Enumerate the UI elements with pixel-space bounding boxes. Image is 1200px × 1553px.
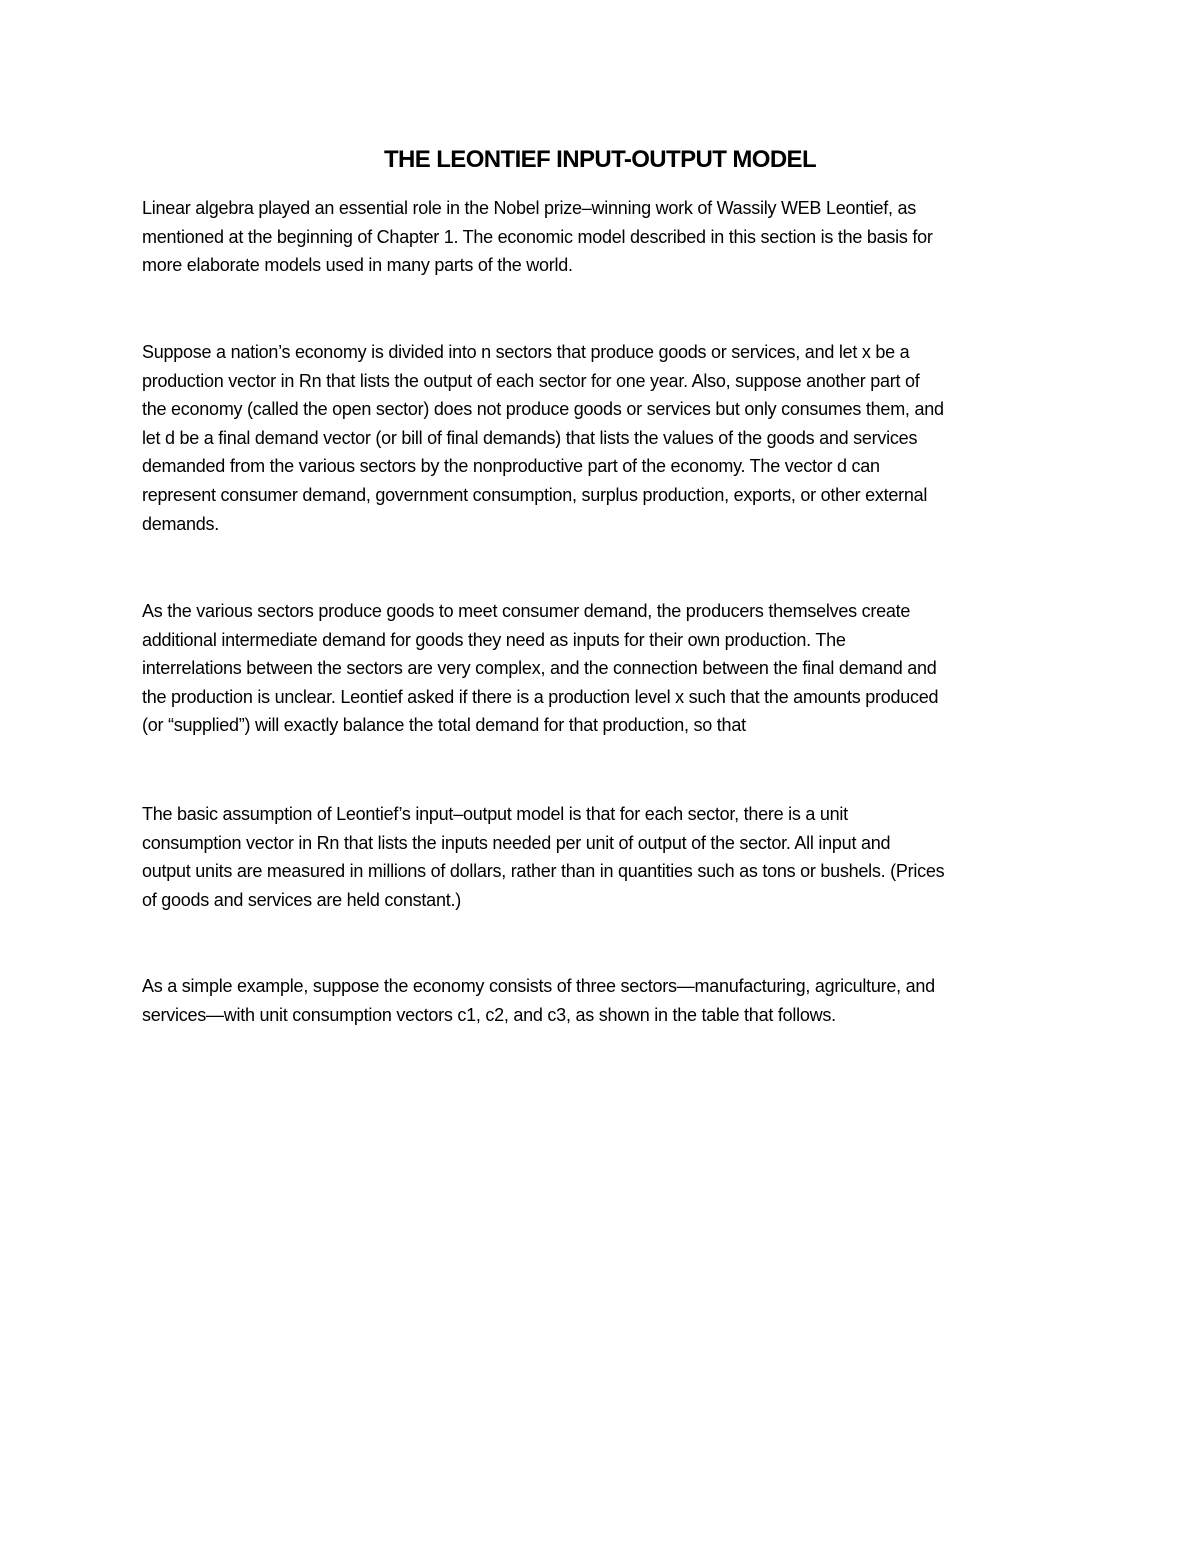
paragraph-intro — [142, 194, 1058, 280]
paragraph-line: more elaborate models used in many parts of the world. — [142, 255, 573, 276]
paragraph-line: consumption vector in Rn that lists the inputs needed per unit of output of the sector. All input and — [142, 832, 891, 853]
paragraph-line: mentioned at the beginning of Chapter 1. The economic model described in this section is the basis for — [142, 226, 933, 247]
paragraph-line: output units are measured in millions of dollars, rather than in quantities such as tons or bushels. (Prices — [142, 861, 945, 882]
paragraph-intermediate-demand — [142, 597, 1058, 740]
paragraph-basic-assumption — [142, 800, 1058, 914]
paragraph-line: the production is unclear. Leontief asked if there is a production level x such that the amounts produced — [142, 686, 939, 707]
paragraph-line: represent consumer demand, government consumption, surplus production, exports, or other external — [142, 484, 928, 505]
paragraph-line: demanded from the various sectors by the nonproductive part of the economy. The vector d can — [142, 456, 880, 477]
paragraph-line: Suppose a nation’s economy is divided into n sectors that produce goods or services, and let x be a — [142, 342, 910, 362]
paragraph-line: production vector in Rn that lists the output of each sector for one year. Also, suppose another part of — [142, 370, 920, 391]
paragraph-line: interrelations between the sectors are very complex, and the connection between the final demand and — [142, 658, 937, 679]
paragraph-line: of goods and services are held constant.) — [142, 889, 461, 910]
document-title: THE LEONTIEF INPUT-OUTPUT MODEL — [383, 146, 817, 173]
paragraph-economy-sectors — [142, 338, 1058, 538]
paragraph-line: As the various sectors produce goods to meet consumer demand, the producers themselves create — [142, 601, 911, 621]
paragraph-line: the economy (called the open sector) does not produce goods or services but only consumes them, and — [142, 399, 944, 420]
paragraph-line: demands. — [142, 513, 220, 534]
paragraph-line: let d be a final demand vector (or bill of final demands) that lists the values of the goods and services — [142, 427, 918, 448]
paragraph-line: additional intermediate demand for goods they need as inputs for their own production. The — [142, 629, 846, 650]
paragraph-line: The basic assumption of Leontief’s input–output model is that for each sector, there is a unit — [142, 804, 848, 824]
paragraph-line: services—with unit consumption vectors c1, c2, and c3, as shown in the table that follows. — [142, 1004, 836, 1025]
paragraph-line: (or “supplied”) will exactly balance the total demand for that production, so that — [142, 715, 746, 736]
paragraph-simple-example — [142, 972, 1058, 1029]
paragraph-line: As a simple example, suppose the economy consists of three sectors—manufacturing, agriculture, and — [142, 976, 935, 996]
paragraph-line: Linear algebra played an essential role in the Nobel prize–winning work of Wassily WEB Leontief, as — [142, 198, 917, 218]
